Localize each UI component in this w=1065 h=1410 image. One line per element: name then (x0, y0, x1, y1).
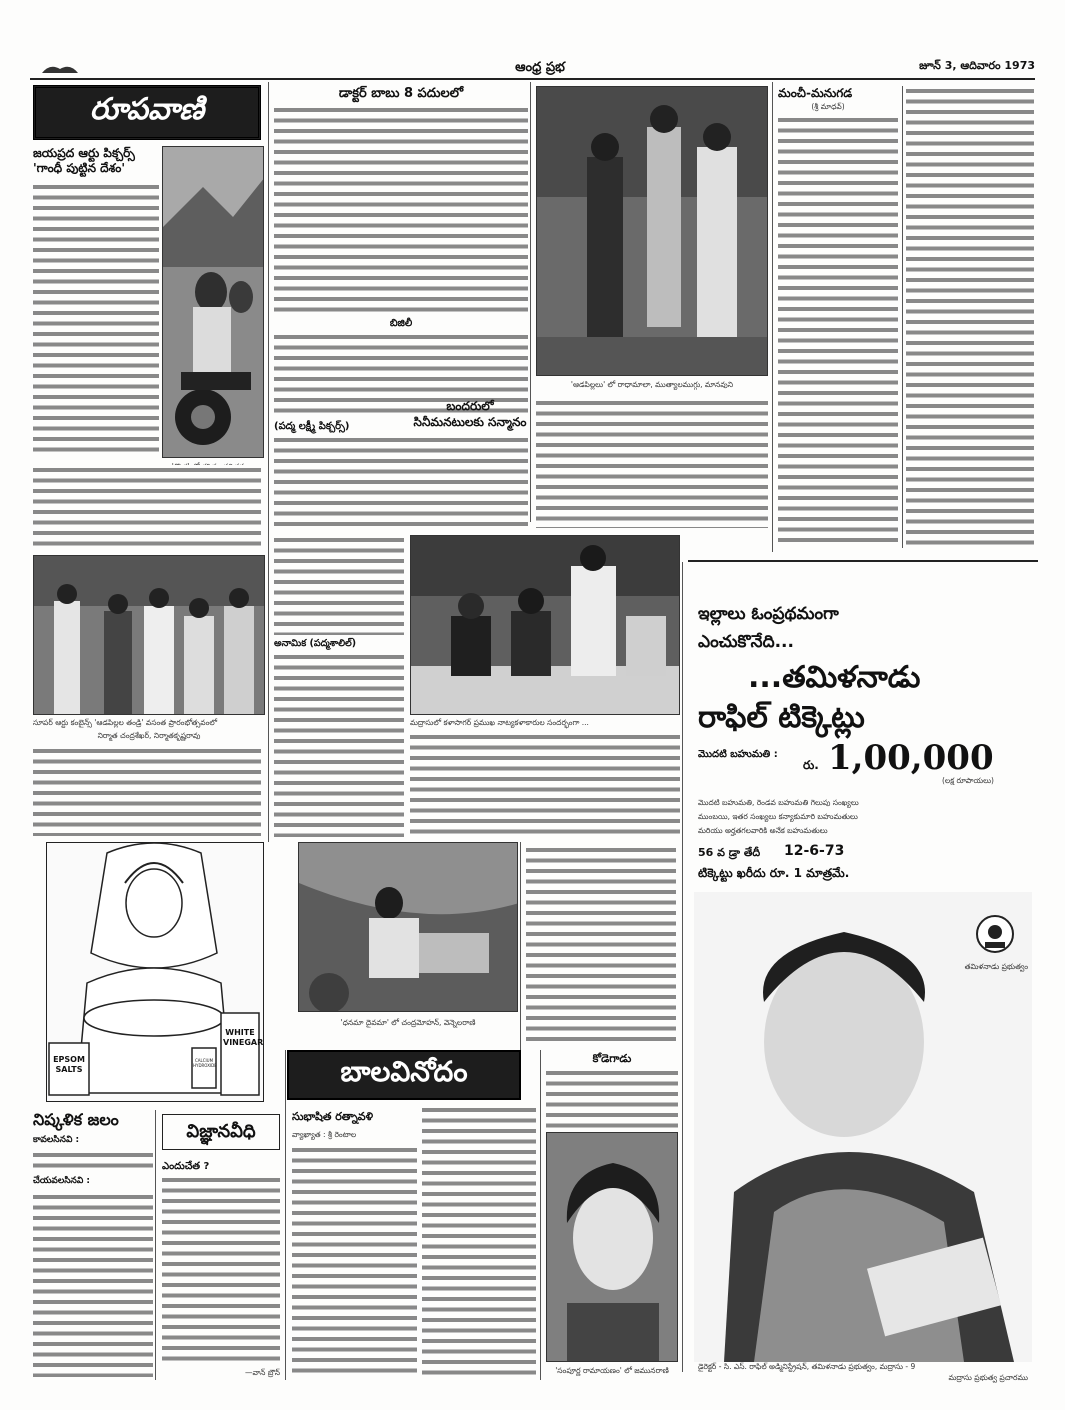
rupavani-body-text (33, 182, 159, 452)
column-rule (155, 1110, 156, 1380)
bandaru-headline: బందరులో సినీమనటులకు సన్మానం (413, 399, 527, 429)
rupavani-body-text-2 (33, 465, 261, 550)
left-mid-body-lines (274, 535, 404, 635)
epsom-bottle-label: EPSOM SALTS (53, 1055, 85, 1074)
column-rule (772, 82, 773, 552)
rupavani-body-lines (33, 182, 159, 452)
bala-vinodam-byline: వ్యాఖ్యాత : శ్రీ రెంటాల (292, 1130, 357, 1139)
masthead-rule (30, 78, 1035, 80)
vijnana-question: ఎందుచేత ? (162, 1161, 210, 1172)
kodigaadu-body-lines (546, 1068, 678, 1128)
column-rule (268, 82, 269, 842)
nishkalika-body-2 (33, 1192, 153, 1377)
center-right-body (526, 845, 676, 1045)
calcium-jar-label: CALCIUM HYDROXIDE (193, 1058, 217, 1068)
rupavani-body-lines-2 (33, 465, 261, 550)
meeting-body-lines (410, 732, 680, 840)
group-photo-caption: సూపర్ ఆర్టు కంబైన్స్ 'ఆడపిల్లల తండ్రి' వసంత ప్రారంభోత్సవంలో (33, 718, 218, 727)
column-rule (682, 562, 683, 1372)
lottery-advertisement (688, 560, 1038, 1380)
bala-vinodam-body-lines-2 (422, 1105, 536, 1375)
column-rule (540, 1050, 541, 1380)
lottery-body2: ముంబయి, ఇతర సంఖ్యలు కన్యాకుమారి బహుమతులు (698, 812, 858, 821)
kodigaadu-headline: కోడెగాడు (592, 1052, 632, 1065)
nishkalika-headline: నిష్కళిక జలం (33, 1110, 119, 1129)
manasa-body (778, 115, 898, 547)
anaamika-body-lines (274, 652, 404, 837)
meeting-photo (410, 535, 680, 715)
ramakrishna-body-lines (274, 435, 528, 530)
bala-vinodam-subhead: సుభాషిత రత్నావళి (292, 1110, 374, 1123)
masthead-logo-icon (40, 60, 80, 74)
meeting-body (410, 732, 680, 840)
epsom-salts-advertisement (46, 842, 264, 1102)
column-rule (530, 82, 531, 522)
lottery-footer-small: మద్రాసు ప్రభుత్వ ప్రచారము (948, 1373, 1028, 1382)
dhanama-photo-caption: 'ధనమా దైవమా' లో చంద్రమోహన్, వెన్నెలరాణి (340, 1018, 476, 1027)
dr-babu-body-lines (274, 105, 528, 313)
lottery-line4: రాఫిల్ టిక్కెట్లు (698, 700, 865, 735)
nishkalika-sub2: చేయవలసినవి : (33, 1176, 90, 1186)
kodigaadu-body (546, 1068, 678, 1128)
manasa-body-lines (778, 115, 898, 547)
motorcycle-couple-photo (162, 146, 264, 458)
film-still-caption: 'ఆడపిల్లలు' లో రాధామాలా, ముత్యాలముగ్గు, మానవుని (570, 380, 734, 389)
center-right-body-lines (526, 845, 676, 1045)
rupavani-banner (33, 85, 261, 140)
anaamika-subhead: అనామిక (పద్మశాలిల్) (274, 638, 357, 649)
vijnana-body-lines (162, 1175, 280, 1365)
lottery-amount: 1,00,000 (828, 738, 994, 778)
group-event-photo (33, 555, 265, 715)
actress-portrait-caption: 'సంపూర్ణ రామాయణం' లో జమునరాణి (555, 1366, 669, 1375)
column-rule (285, 1050, 286, 1380)
rupavani-banner-text: రూపవాణి (89, 91, 205, 127)
lottery-draw-date: 12-6-73 (784, 843, 845, 859)
bala-vinodam-banner-text: బాలవినోదం (340, 1055, 468, 1088)
vijnana-body (162, 1175, 280, 1365)
lottery-amount-note: (లక్ష రూపాయలు) (942, 776, 994, 785)
meeting-photo-caption: మద్రాసులో కళాసాగర్ ప్రముఖ నాట్యకళాకారుల సందర్భంగా ... (410, 718, 589, 727)
vijnana-byline: —వాన్ బ్రౌన్ (245, 1368, 280, 1377)
bala-vinodam-body-lines (292, 1145, 417, 1375)
lottery-draw-label: 56 వ డ్రా తేదీ (698, 846, 761, 859)
nishkalika-sub1: కావలసినవి : (33, 1135, 80, 1145)
bandaru-body (536, 398, 768, 528)
vinegar-bottle-label: WHITE VINEGAR (223, 1028, 264, 1047)
manasa-body-lines-2 (906, 86, 1034, 546)
dr-babu-headline: డాక్టర్ బాబు 8 పదులలో (338, 86, 464, 101)
column-rule (902, 86, 903, 548)
rupavani-body-text-3 (33, 746, 261, 836)
dr-babu-body (274, 105, 528, 313)
manasa-headline: మంచీ-మనుగడ (778, 86, 853, 100)
film-still-photo (536, 86, 768, 376)
lottery-first-prize-label: మొదటి బహుమతి : (698, 749, 778, 760)
dhanama-film-photo (298, 842, 518, 1012)
column-rule (520, 842, 521, 1062)
ramakrishna-subhead: (పద్మ లక్ష్మీ పిక్చర్స్) (274, 421, 350, 432)
lottery-line1: ఇల్లాలు ఓంప్రథమంగా (698, 604, 839, 624)
nishkalika-body-lines-1 (33, 1150, 153, 1170)
manasa-byline: (శ్రీ మాధవ్) (811, 102, 845, 111)
lottery-line2: ఎంచుకొనేది... (698, 632, 794, 652)
rupavani-body-lines-3 (33, 746, 261, 836)
bijili-subhead: బిజిలీ (389, 318, 413, 329)
manasa-body-2 (906, 86, 1034, 546)
bala-vinodam-banner (287, 1050, 521, 1100)
ramakrishna-body (274, 435, 528, 530)
bala-vinodam-body (292, 1145, 417, 1375)
bala-vinodam-body-2 (422, 1105, 536, 1375)
left-mid-body (274, 535, 404, 635)
nishkalika-body-lines-2 (33, 1192, 153, 1377)
anaamika-body (274, 652, 404, 837)
vijnana-banner: విజ్ఞానవీధి (162, 1114, 280, 1150)
masthead-date: జూన్ 3, ఆదివారం 1973 (919, 59, 1035, 72)
credits-line: నిర్మాత చంద్రశేఖర్, నిర్మాతకృష్ణరావు (97, 731, 201, 740)
lottery-logo-icon (973, 912, 1017, 956)
actress-portrait-photo (546, 1132, 678, 1362)
masthead-paper-name: ఆంధ్ర ప్రభ (515, 60, 565, 75)
bandaru-body-lines (536, 398, 768, 528)
lottery-ticket-price: టిక్కెట్టు ఖరీదు రూ. 1 మాత్రమే. (698, 866, 850, 880)
rupavani-headline: జయప్రద ఆర్టు పిక్చర్స్ 'గాంధీ పుట్టిన దేశం' (33, 146, 135, 175)
lottery-body3: మరియు అర్హతగలవారికి అనేక బహుమతులు (698, 826, 828, 835)
lottery-body1: మొదటి బహుమతి, రెండవ బహుమతి గెలుపు సంఖ్యలు (698, 798, 859, 807)
lottery-footer-caption: డైరెక్టర్ - సి. ఎస్. రాఫిల్ అడ్మినిస్ట్రేషన్, తమిళనాడు ప్రభుత్వం, మద్రాసు - 9 (698, 1362, 916, 1371)
lottery-logo-text: తమిళనాడు ప్రభుత్వం (964, 962, 1028, 971)
lottery-line3: ...తమిళనాడు (748, 660, 921, 695)
nishkalika-body-1 (33, 1150, 153, 1170)
lottery-amount-prefix: రు. (803, 758, 819, 772)
